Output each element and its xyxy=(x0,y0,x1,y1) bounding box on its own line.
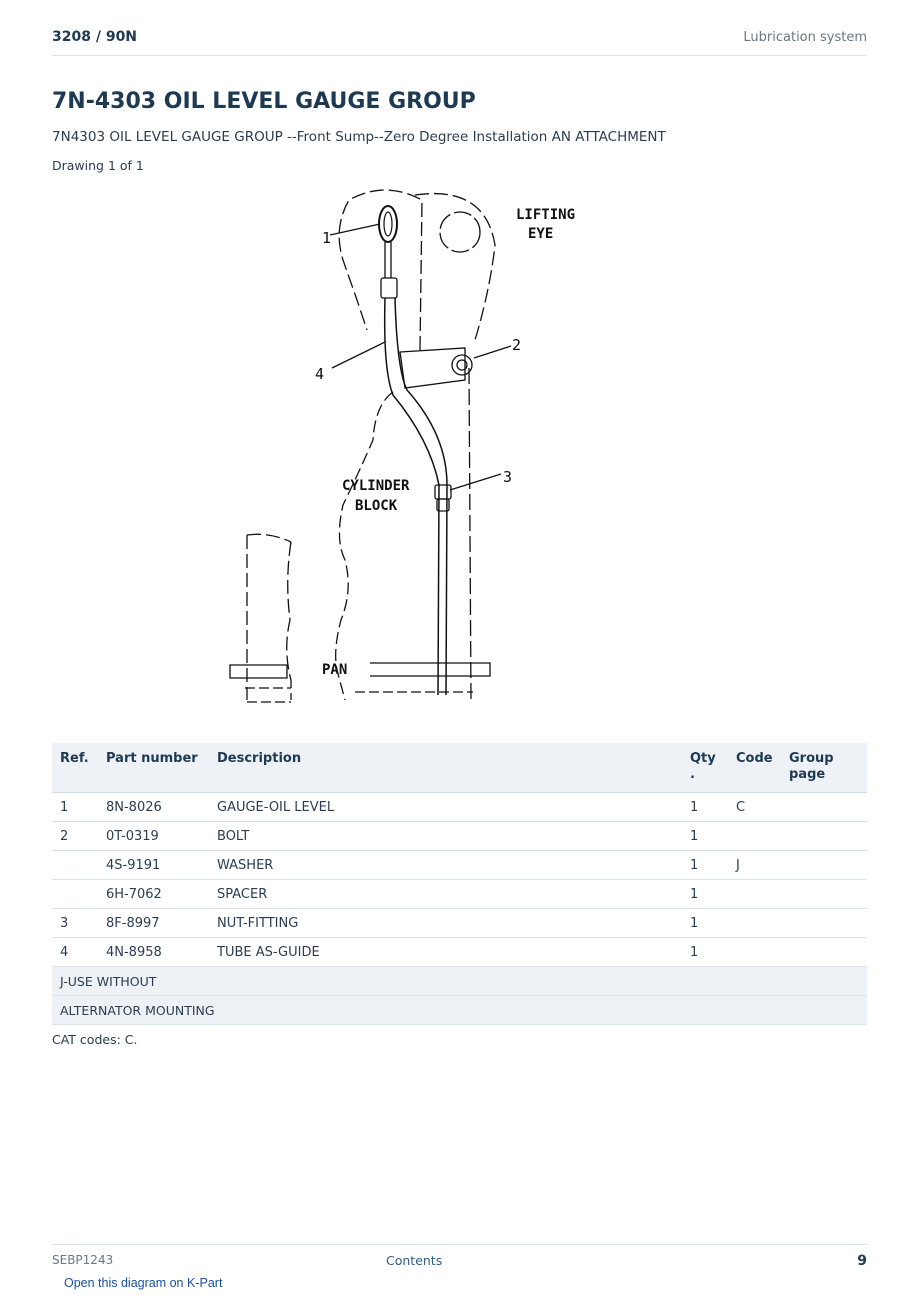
col-header-code: Code xyxy=(728,743,781,793)
cell-description: NUT-FITTING xyxy=(209,909,682,938)
cylinder-block-outline xyxy=(336,392,393,700)
cell-part-number: 4S-9191 xyxy=(98,851,209,880)
callout-1: 1 xyxy=(322,229,332,247)
callout-3: 3 xyxy=(503,468,513,486)
cell-code: C xyxy=(728,793,781,822)
drawing-counter: Drawing 1 of 1 xyxy=(52,158,144,173)
label-cylinder: CYLINDER xyxy=(342,478,410,494)
col-header-group-page: Group page xyxy=(781,743,867,793)
cell-part-number: 6H-7062 xyxy=(98,880,209,909)
cell-qty: 1 xyxy=(682,938,728,967)
cell-code xyxy=(728,938,781,967)
cell-part-number: 0T-0319 xyxy=(98,822,209,851)
callout-4-leader xyxy=(332,342,385,368)
cell-qty: 1 xyxy=(682,880,728,909)
header-divider xyxy=(52,55,867,56)
note-text: ALTERNATOR MOUNTING xyxy=(52,996,867,1025)
callout-2-leader xyxy=(474,346,511,358)
note-text: J-USE WITHOUT xyxy=(52,967,867,996)
cell-group-page xyxy=(781,851,867,880)
oil-pan-flange xyxy=(230,663,490,678)
col-header-description: Description xyxy=(209,743,682,793)
col-header-qty: Qty . xyxy=(682,743,728,793)
document-id: SEBP1243 xyxy=(52,1253,114,1267)
cell-group-page xyxy=(781,822,867,851)
cell-code: J xyxy=(728,851,781,880)
model-code: 3208 / 90N xyxy=(52,29,138,45)
cell-ref: 2 xyxy=(52,822,98,851)
callout-3-leader xyxy=(450,474,501,490)
footer-divider xyxy=(52,1244,867,1245)
page-number: 9 xyxy=(857,1253,867,1269)
cell-part-number: 8N-8026 xyxy=(98,793,209,822)
cell-group-page xyxy=(781,880,867,909)
note-row xyxy=(52,967,867,996)
cell-part-number: 8F-8997 xyxy=(98,909,209,938)
open-kpart-link[interactable]: Open this diagram on K-Part xyxy=(64,1276,223,1290)
cell-code xyxy=(728,880,781,909)
cell-ref xyxy=(52,880,98,909)
table-row xyxy=(52,851,867,880)
cell-description: WASHER xyxy=(209,851,682,880)
cell-group-page xyxy=(781,938,867,967)
callout-4: 4 xyxy=(315,365,325,383)
lifting-eye-right-edge xyxy=(415,194,495,340)
group-description: 7N4303 OIL LEVEL GAUGE GROUP --Front Sump--Zero Degree Installation AN ATTACHMENT xyxy=(52,129,666,145)
gauge-ring xyxy=(379,206,397,242)
cell-qty: 1 xyxy=(682,822,728,851)
label-eye: EYE xyxy=(528,226,554,242)
cell-qty: 1 xyxy=(682,851,728,880)
label-block: BLOCK xyxy=(355,498,398,514)
cell-ref: 4 xyxy=(52,938,98,967)
note-row xyxy=(52,996,867,1025)
gauge-stem xyxy=(385,242,391,278)
cell-group-page xyxy=(781,909,867,938)
cell-qty: 1 xyxy=(682,793,728,822)
cell-description: TUBE AS-GUIDE xyxy=(209,938,682,967)
cell-ref: 3 xyxy=(52,909,98,938)
cell-group-page xyxy=(781,793,867,822)
fitting-nut xyxy=(435,485,451,499)
block-edge-dashed xyxy=(469,368,471,700)
table-row xyxy=(52,909,867,938)
cell-description: SPACER xyxy=(209,880,682,909)
ferrule-upper xyxy=(381,278,397,298)
col-header-ref: Ref. xyxy=(52,743,98,793)
cell-ref xyxy=(52,851,98,880)
left-block-piece xyxy=(247,534,291,700)
table-row xyxy=(52,880,867,909)
table-row xyxy=(52,938,867,967)
oil-level-gauge-diagram xyxy=(225,180,576,720)
callout-2: 2 xyxy=(512,336,522,354)
callout-1-leader xyxy=(330,224,380,235)
table-row xyxy=(52,793,867,822)
parts-table xyxy=(52,743,867,1025)
cell-code xyxy=(728,822,781,851)
cell-part-number: 4N-8958 xyxy=(98,938,209,967)
bracket xyxy=(400,348,465,388)
cell-description: BOLT xyxy=(209,822,682,851)
col-header-part-number: Part number xyxy=(98,743,209,793)
label-pan: PAN xyxy=(322,662,348,678)
lifting-eye-hole xyxy=(440,212,480,252)
table-header-row xyxy=(52,743,867,793)
pan-lines xyxy=(245,688,473,702)
guide-tube xyxy=(385,298,447,695)
cell-code xyxy=(728,909,781,938)
table-row xyxy=(52,822,867,851)
contents-link[interactable]: Contents xyxy=(386,1253,443,1268)
section-name: Lubrication system xyxy=(743,30,867,45)
page-title: 7N-4303 OIL LEVEL GAUGE GROUP xyxy=(52,89,476,114)
cell-ref: 1 xyxy=(52,793,98,822)
cell-qty: 1 xyxy=(682,909,728,938)
cell-description: GAUGE-OIL LEVEL xyxy=(209,793,682,822)
label-lifting: LIFTING xyxy=(516,207,576,223)
cat-codes: CAT codes: C. xyxy=(52,1032,138,1047)
